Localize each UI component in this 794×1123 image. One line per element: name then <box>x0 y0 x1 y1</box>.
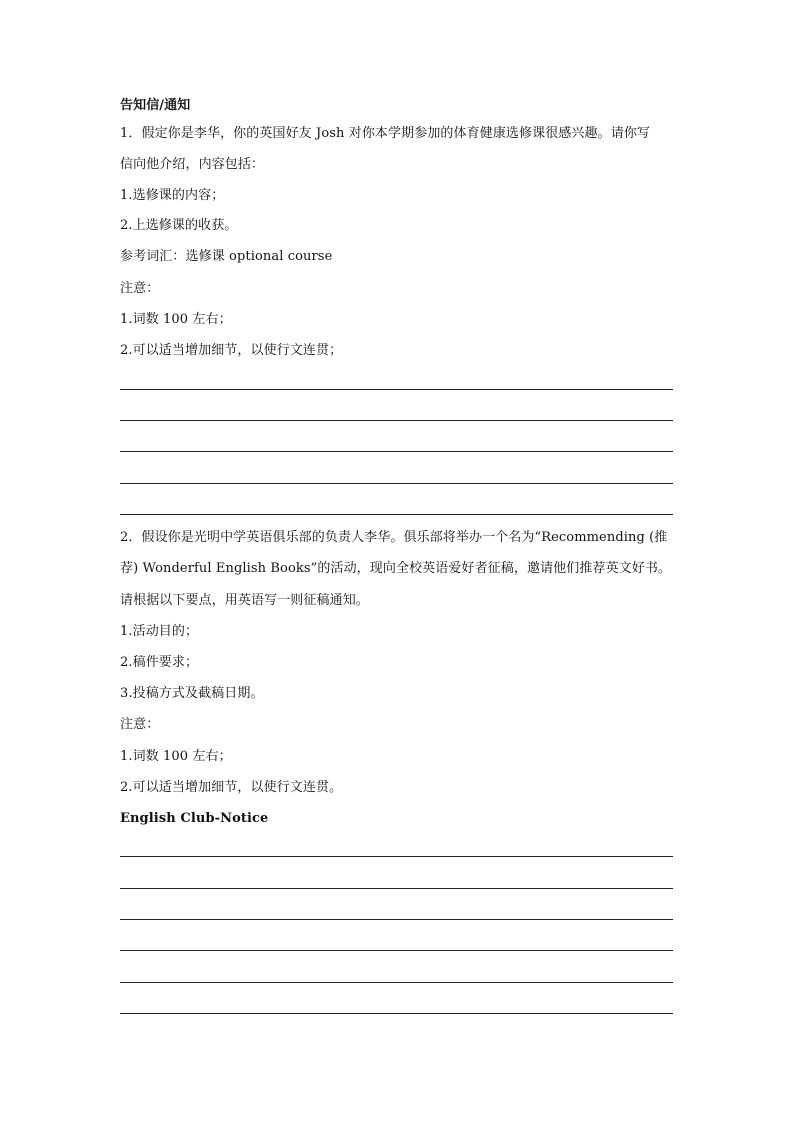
q1-point-1: 1.选修课的内容； <box>120 188 225 203</box>
q1-note-2: 2.可以适当增加细节，以使行文连贯； <box>120 343 343 358</box>
q1-prompt-line-2: 信向他介绍，内容包括： <box>120 157 265 172</box>
q1-writing-line[interactable] <box>120 483 673 484</box>
q1-vocab: 参考词汇：选修课 optional course <box>120 249 333 264</box>
q1-writing-line[interactable] <box>120 389 673 390</box>
q2-note-1: 1.词数 100 左右； <box>120 749 232 764</box>
q2-writing-line[interactable] <box>120 982 673 983</box>
q2-point-3: 3.投稿方式及截稿日期。 <box>120 686 264 701</box>
q2-prompt-line-1: 2．假设你是光明中学英语俱乐部的负责人李华。俱乐部将举办一个名为“Recommending (推 <box>120 530 668 545</box>
q1-point-2: 2.上选修课的收获。 <box>120 218 238 233</box>
q2-writing-line[interactable] <box>120 888 673 889</box>
q1-writing-line[interactable] <box>120 514 673 515</box>
q2-writing-line[interactable] <box>120 950 673 951</box>
q1-note-1: 1.词数 100 左右； <box>120 312 232 327</box>
q2-title-line: English Club-Notice <box>120 811 269 826</box>
q1-note-label: 注意： <box>120 281 160 296</box>
q2-point-2: 2.稿件要求； <box>120 655 199 670</box>
section-heading: 告知信/通知 <box>120 98 191 113</box>
q1-writing-line[interactable] <box>120 420 673 421</box>
q2-note-2: 2.可以适当增加细节，以使行文连贯。 <box>120 780 343 795</box>
q2-writing-line[interactable] <box>120 919 673 920</box>
q2-prompt-line-2: 荐) Wonderful English Books”的活动，现向全校英语爱好者征稿，邀请他们推荐英文好书。 <box>120 561 672 576</box>
q1-prompt-line-1: 1．假定你是李华，你的英国好友 Josh 对你本学期参加的体育健康选修课很感兴趣。请你写 <box>120 126 651 141</box>
q2-writing-line[interactable] <box>120 856 673 857</box>
q1-writing-line[interactable] <box>120 451 673 452</box>
q2-note-label: 注意： <box>120 717 160 732</box>
q2-prompt-line-3: 请根据以下要点，用英语写一则征稿通知。 <box>120 593 369 608</box>
q2-point-1: 1.活动目的； <box>120 624 199 639</box>
q2-writing-line[interactable] <box>120 1013 673 1014</box>
